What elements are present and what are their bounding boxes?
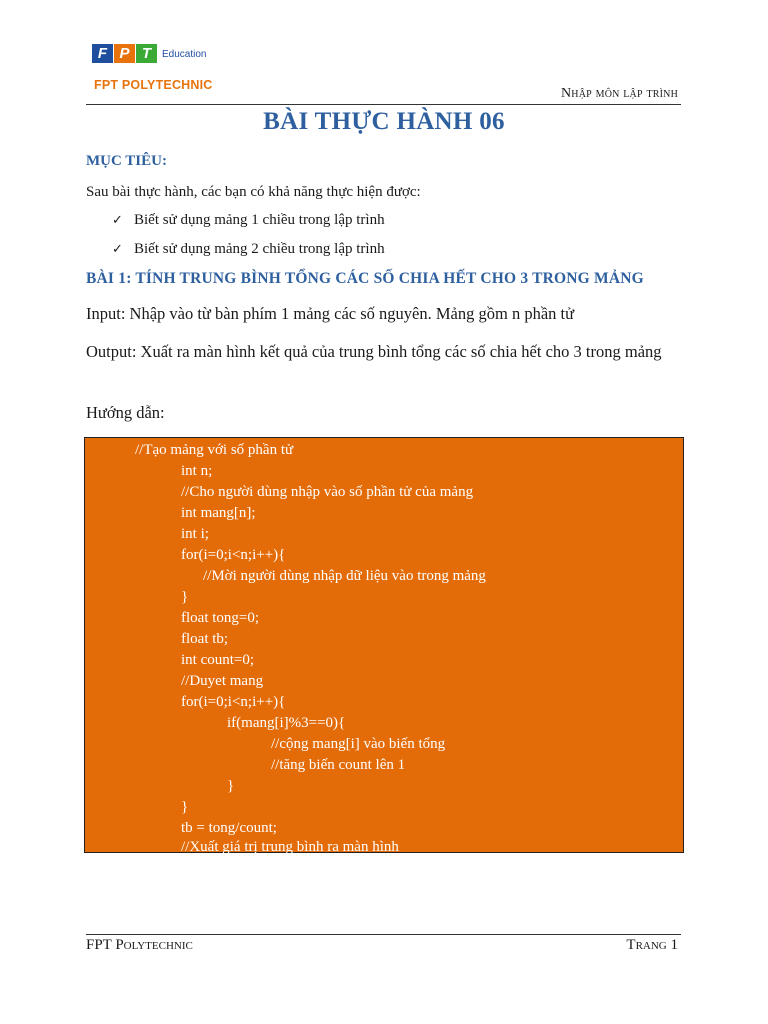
objective-intro: Sau bài thực hành, các bạn có khả năng thực hiện được: xyxy=(86,184,421,200)
exercise-input: Input: Nhập vào từ bàn phím 1 mảng các số nguyên. Mảng gồm n phần tử xyxy=(86,304,575,323)
code-line: float tb; xyxy=(181,631,229,647)
logo-education-text: Education xyxy=(162,49,207,60)
brand-name: FPT POLYTECHNIC xyxy=(94,78,213,92)
page-number: Trang 1 xyxy=(626,937,678,953)
code-line: float tong=0; xyxy=(181,610,260,626)
objective-item-text: Biết sử dụng mảng 2 chiều trong lập trình xyxy=(134,241,385,257)
code-line: int n; xyxy=(181,463,213,479)
objective-item xyxy=(112,212,385,229)
code-line: } xyxy=(181,589,189,605)
logo-letter-p: P xyxy=(114,44,135,63)
code-line: for(i=0;i<n;i++){ xyxy=(181,547,286,563)
code-line: //Xuất giá trị trung bình ra màn hình xyxy=(181,839,399,855)
code-line: int mang[n]; xyxy=(181,505,256,521)
logo-letter-t: T xyxy=(136,44,157,63)
code-line: for(i=0;i<n;i++){ xyxy=(181,694,286,710)
footer-divider xyxy=(86,934,681,935)
code-block xyxy=(84,437,684,853)
exercise-heading: BÀI 1: TÍNH TRUNG BÌNH TỔNG CÁC SỐ CHIA HẾT CHO 3 TRONG MẢNG xyxy=(86,270,644,287)
code-line: //Mời người dùng nhập dữ liệu vào trong mảng xyxy=(203,568,486,584)
code-line: int i; xyxy=(181,526,209,542)
code-line: if(mang[i]%3==0){ xyxy=(227,715,346,731)
objective-heading: MỤC TIÊU: xyxy=(86,153,167,169)
footer-brand: FPT Polytechnic xyxy=(86,937,193,953)
code-line: //Tạo mảng với số phần tử xyxy=(135,442,294,458)
logo-letter-f: F xyxy=(92,44,113,63)
page-title: BÀI THỰC HÀNH 06 xyxy=(263,108,505,135)
objective-item xyxy=(112,241,385,258)
exercise-output: Output: Xuất ra màn hình kết quả của trung bình tổng các số chia hết cho 3 trong mảng xyxy=(86,342,662,361)
logo-mark xyxy=(92,44,158,63)
code-line: int count=0; xyxy=(181,652,255,668)
code-line: //tăng biến count lên 1 xyxy=(271,757,406,773)
code-line: //cộng mang[i] vào biến tổng xyxy=(271,736,446,752)
code-line: tb = tong/count; xyxy=(181,820,277,836)
code-line: } xyxy=(181,799,189,815)
header-divider xyxy=(86,104,681,105)
objective-item-text: Biết sử dụng mảng 1 chiều trong lập trình xyxy=(134,212,385,228)
code-line: //Duyet mang xyxy=(181,673,264,689)
exercise-guide: Hướng dẫn: xyxy=(86,403,165,422)
course-name: Nhập môn lập trình xyxy=(561,86,678,101)
code-line: //Cho người dùng nhập vào số phần tử của mảng xyxy=(181,484,474,500)
code-line: } xyxy=(227,778,235,794)
checkmark-icon: ✓ xyxy=(112,242,123,257)
checkmark-icon: ✓ xyxy=(112,213,123,228)
